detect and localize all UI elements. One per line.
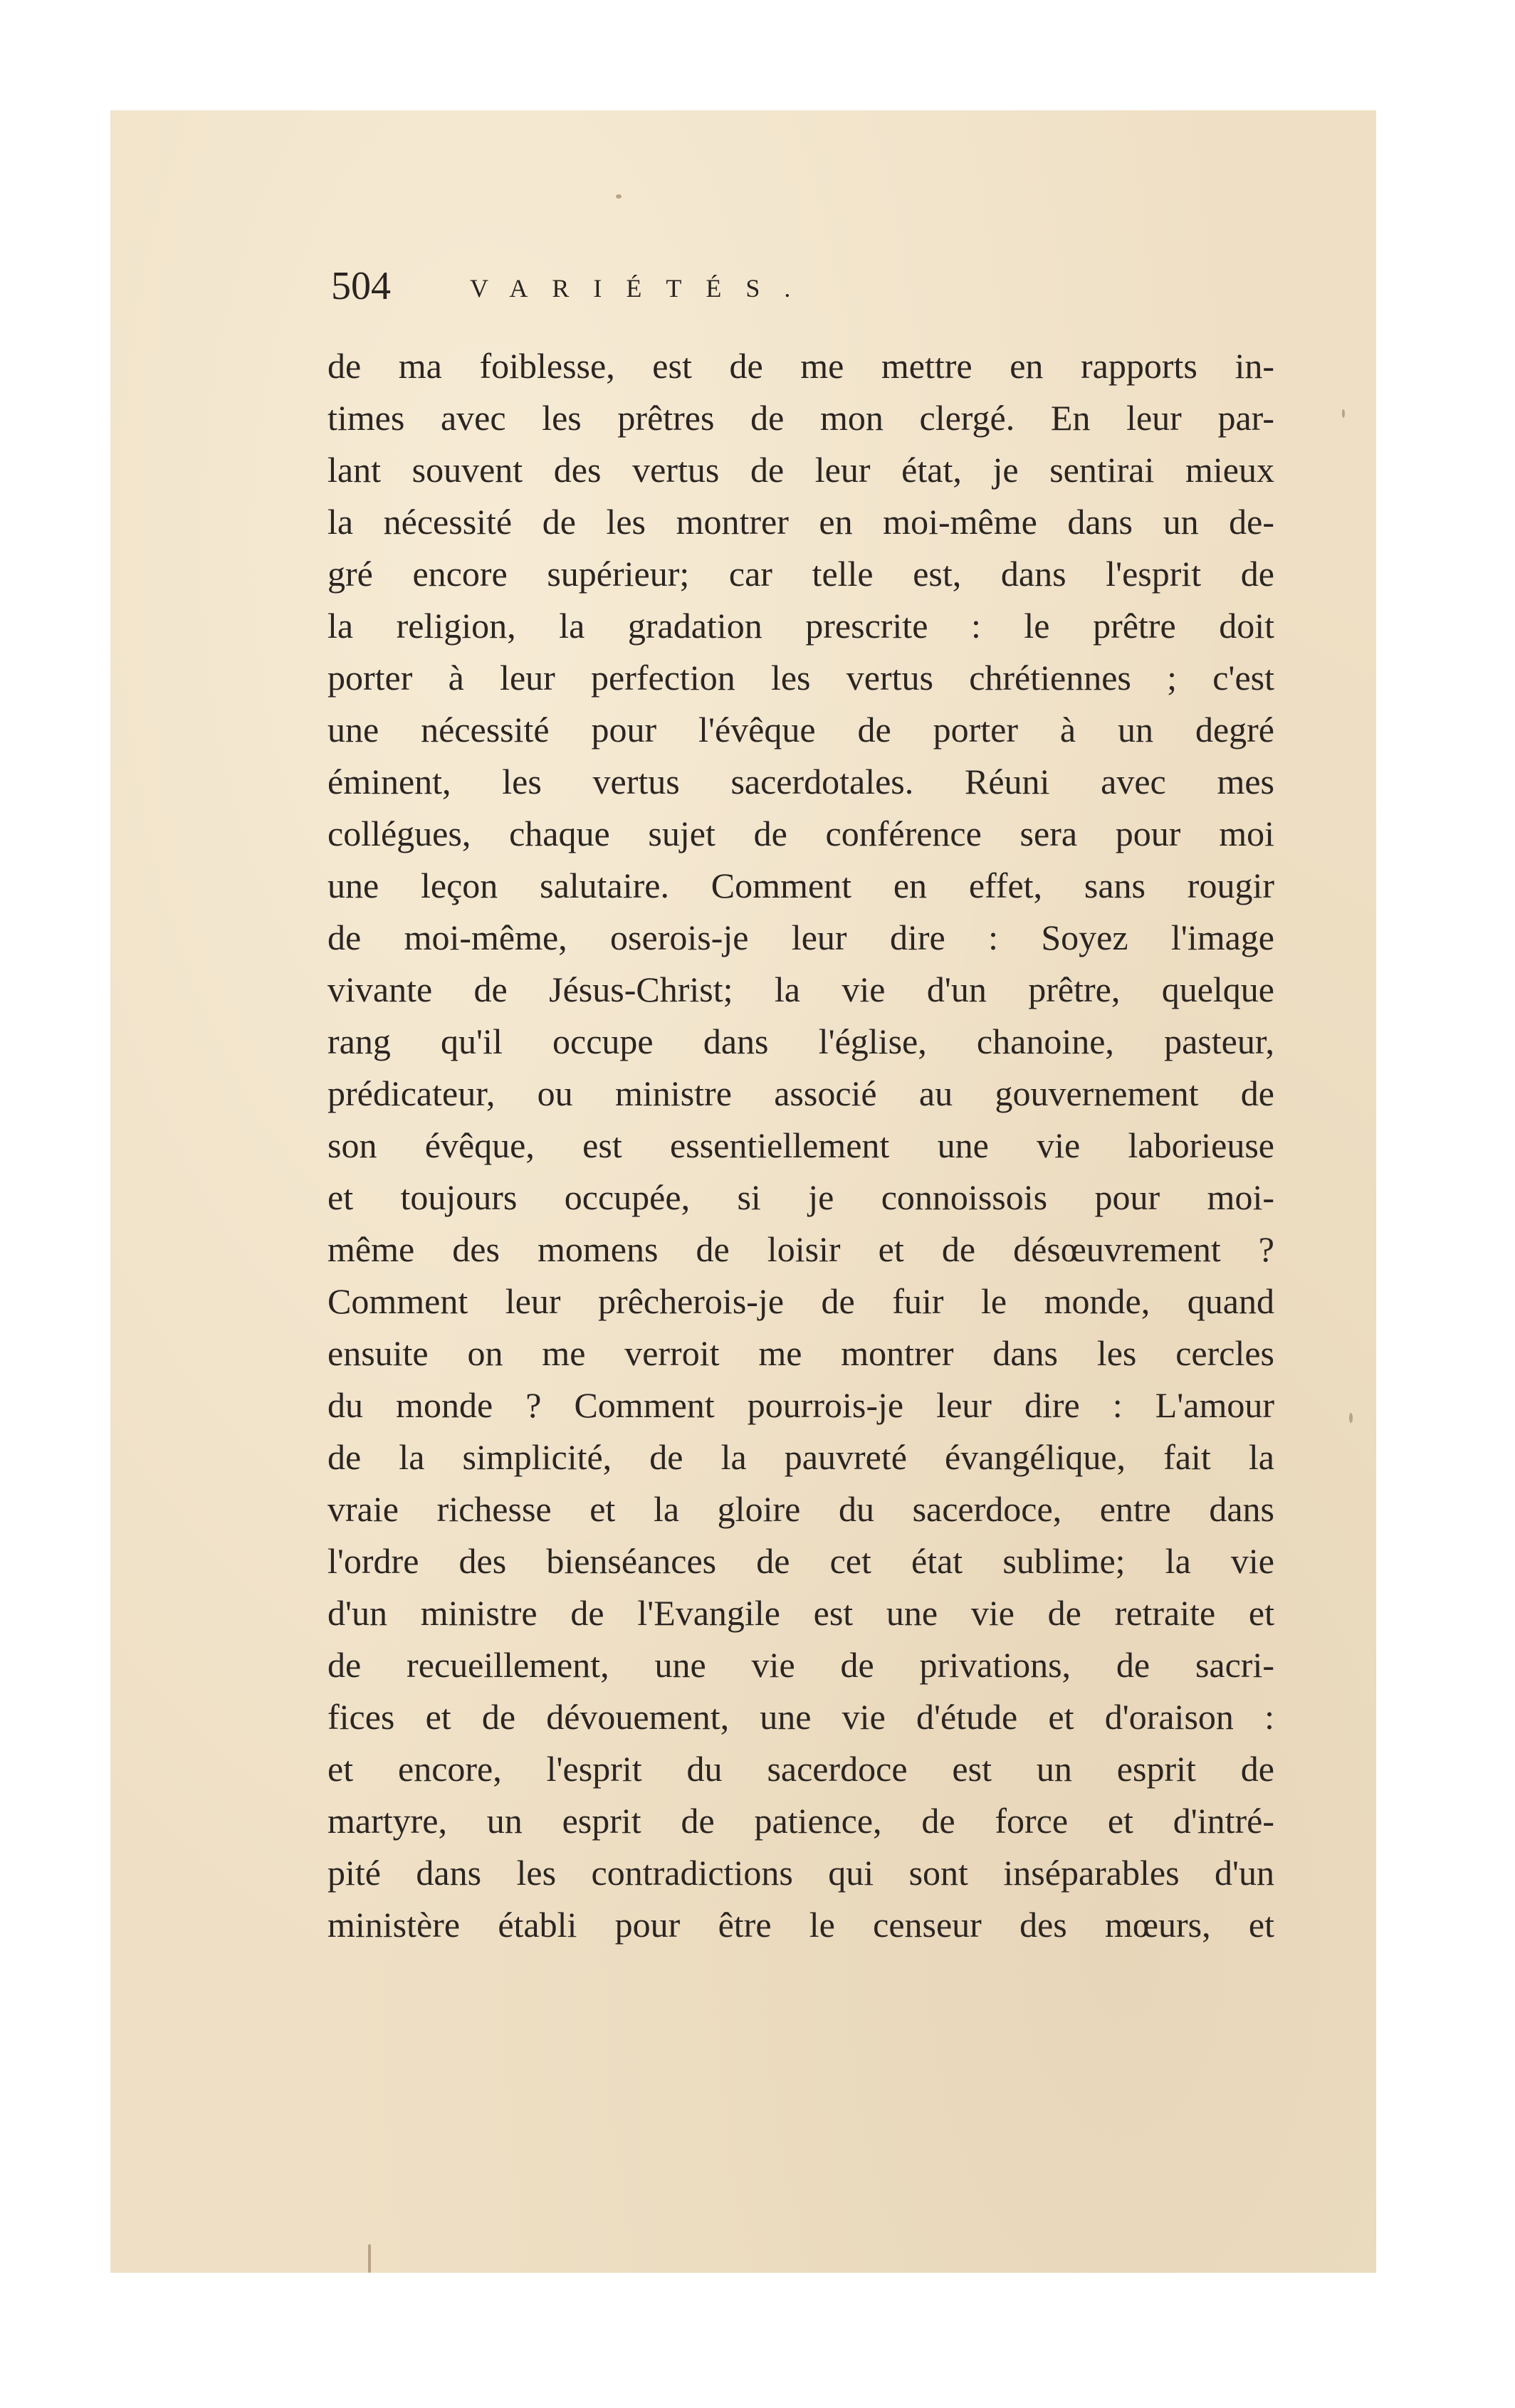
text-line: même des momens de loisir et de désœuvrement ? [327,1229,1274,1269]
text-line: vivante de Jésus-Christ; la vie d'un prêtre, quelque [327,969,1274,1009]
text-line: du monde ? Comment pourrois-je leur dire : L'amour [327,1385,1274,1425]
text-line: et encore, l'esprit du sacerdoce est un esprit de [327,1749,1274,1789]
text-line: la religion, la gradation prescrite : le prêtre doit [327,606,1274,646]
text-line: de recueillement, une vie de privations, de sacri- [327,1645,1274,1685]
body-text [327,340,1274,1951]
text-line: martyre, un esprit de patience, de force et d'intré- [327,1801,1274,1841]
text-line: lant souvent des vertus de leur état, je sentirai mieux [327,450,1274,490]
paper-speck [368,2244,371,2273]
page-header [331,258,1257,315]
text-line: collégues, chaque sujet de conférence sera pour moi [327,814,1274,853]
running-head: VARIÉTÉS. [470,274,815,303]
text-line: l'ordre des bienséances de cet état sublime; la vie [327,1541,1274,1581]
text-line: ministère établi pour être le censeur des mœurs, et [327,1905,1274,1945]
text-line: éminent, les vertus sacerdotales. Réuni avec mes [327,762,1274,801]
text-line: de moi-même, oserois-je leur dire : Soyez l'image [327,918,1274,957]
text-line: une nécessité pour l'évêque de porter à un degré [327,710,1274,750]
text-line: de la simplicité, de la pauvreté évangélique, fait la [327,1437,1274,1477]
text-line: porter à leur perfection les vertus chrétiennes ; c'est [327,658,1274,698]
text-line: gré encore supérieur; car telle est, dans l'esprit de [327,554,1274,594]
text-line: de ma foiblesse, est de me mettre en rapports in- [327,346,1274,386]
text-line: fices et de dévouement, une vie d'étude et d'oraison : [327,1697,1274,1737]
page-number: 504 [331,264,391,308]
text-line: times avec les prêtres de mon clergé. En leur par- [327,398,1274,438]
text-line: prédicateur, ou ministre associé au gouvernement de [327,1073,1274,1113]
text-line: et toujours occupée, si je connoissois pour moi- [327,1177,1274,1217]
text-line: son évêque, est essentiellement une vie laborieuse [327,1125,1274,1165]
text-line: ensuite on me verroit me montrer dans les cercles [327,1333,1274,1373]
text-line: rang qu'il occupe dans l'église, chanoine, pasteur, [327,1021,1274,1061]
paper-speck [1349,1413,1353,1423]
paper-speck [1342,409,1345,418]
text-line: la nécessité de les montrer en moi-même dans un de- [327,502,1274,542]
text-line: vraie richesse et la gloire du sacerdoce, entre dans [327,1489,1274,1529]
paper-speck [616,194,622,199]
text-line: d'un ministre de l'Evangile est une vie de retraite et [327,1593,1274,1633]
text-line: Comment leur prêcherois-je de fuir le monde, quand [327,1281,1274,1321]
text-line: une leçon salutaire. Comment en effet, sans rougir [327,866,1274,905]
text-line: pité dans les contradictions qui sont inséparables d'un [327,1853,1274,1893]
